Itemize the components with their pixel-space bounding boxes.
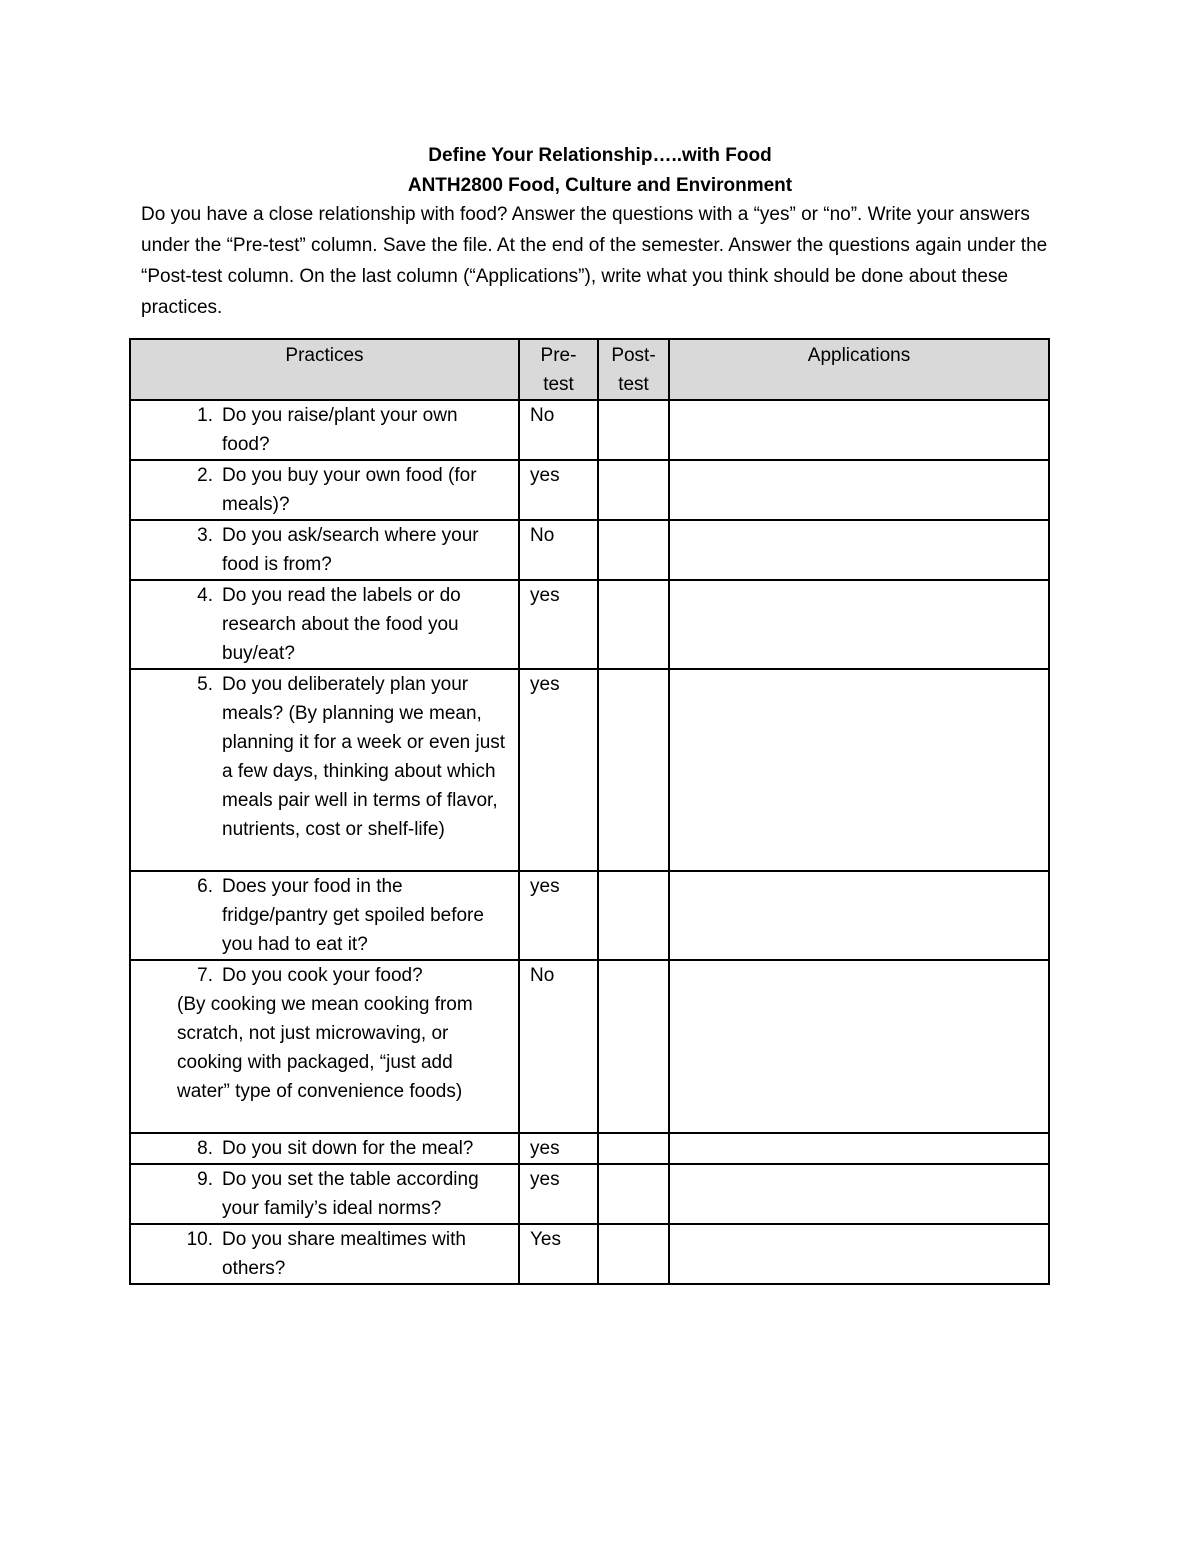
practice-cell — [130, 520, 519, 580]
practice-cell — [130, 580, 519, 669]
table-row — [130, 460, 1049, 520]
applications-cell[interactable] — [669, 1133, 1049, 1164]
header-practices: Practices — [130, 339, 519, 400]
applications-cell[interactable] — [669, 1224, 1049, 1284]
question-text: Do you sit down for the meal? — [222, 1138, 474, 1159]
question-number: 4. — [197, 585, 213, 606]
header-posttest: Post- test — [598, 339, 669, 400]
posttest-answer[interactable] — [598, 1164, 669, 1224]
posttest-answer[interactable] — [598, 580, 669, 669]
question-text: Do you set the table according your family’s ideal norms? — [222, 1169, 479, 1219]
pretest-answer[interactable]: yes — [519, 1164, 598, 1224]
practice-cell — [130, 1164, 519, 1224]
posttest-answer[interactable] — [598, 460, 669, 520]
table-row — [130, 520, 1049, 580]
header-pretest: Pre- test — [519, 339, 598, 400]
table-row — [130, 960, 1049, 1133]
question-text: Do you ask/search where your food is from? — [222, 525, 479, 575]
practices-table — [129, 338, 1050, 1285]
instructions-paragraph: Do you have a close relationship with food? Answer the questions with a “yes” or “no”. Write your answers under the “Pre-test” column. Save the file. At the end of the semester. Answer the questions again under the “Post-test column. On the last column (“Applications”), write what you think should be done about these practices. — [141, 204, 1048, 318]
table-header-row — [130, 339, 1049, 400]
table-row — [130, 580, 1049, 669]
pretest-answer[interactable]: yes — [519, 460, 598, 520]
question-number: 5. — [197, 674, 213, 695]
pretest-answer[interactable]: yes — [519, 871, 598, 960]
pretest-answer[interactable]: yes — [519, 580, 598, 669]
question-text: Does your food in the fridge/pantry get spoiled before you had to eat it? — [222, 876, 484, 955]
posttest-answer[interactable] — [598, 669, 669, 871]
table-row — [130, 871, 1049, 960]
applications-cell[interactable] — [669, 520, 1049, 580]
posttest-answer[interactable] — [598, 960, 669, 1133]
question-number: 7. — [197, 965, 213, 986]
posttest-answer[interactable] — [598, 1133, 669, 1164]
question-text: Do you raise/plant your own food? — [222, 405, 458, 455]
question-note: (By cooking we mean cooking from scratch, not just microwaving, or cooking with packaged, “just add water” type of convenience foods) — [177, 994, 473, 1102]
question-text: Do you buy your own food (for meals)? — [222, 465, 477, 515]
practice-cell — [130, 400, 519, 460]
document-title: Define Your Relationship…..with Food — [428, 145, 772, 166]
question-number: 10. — [186, 1229, 213, 1250]
posttest-answer[interactable] — [598, 400, 669, 460]
practice-cell — [130, 669, 519, 871]
practice-cell — [130, 960, 519, 1133]
table-row — [130, 1224, 1049, 1284]
applications-cell[interactable] — [669, 1164, 1049, 1224]
table-row — [130, 669, 1049, 871]
question-text: Do you share mealtimes with others? — [222, 1229, 466, 1279]
table-row — [130, 1133, 1049, 1164]
header-applications: Applications — [669, 339, 1049, 400]
practice-cell — [130, 1224, 519, 1284]
question-number: 8. — [197, 1138, 213, 1159]
question-number: 2. — [197, 465, 213, 486]
table-row — [130, 400, 1049, 460]
pretest-answer[interactable]: yes — [519, 1133, 598, 1164]
question-number: 1. — [197, 405, 213, 426]
applications-cell[interactable] — [669, 960, 1049, 1133]
posttest-answer[interactable] — [598, 1224, 669, 1284]
applications-cell[interactable] — [669, 400, 1049, 460]
document-subtitle: ANTH2800 Food, Culture and Environment — [407, 175, 793, 196]
question-number: 6. — [197, 876, 213, 897]
pretest-answer[interactable]: Yes — [519, 1224, 598, 1284]
pretest-answer[interactable]: No — [519, 960, 598, 1133]
applications-cell[interactable] — [669, 580, 1049, 669]
question-number: 3. — [197, 525, 213, 546]
applications-cell[interactable] — [669, 871, 1049, 960]
posttest-answer[interactable] — [598, 520, 669, 580]
pretest-answer[interactable]: No — [519, 400, 598, 460]
practice-cell — [130, 871, 519, 960]
applications-cell[interactable] — [669, 460, 1049, 520]
practice-cell — [130, 1133, 519, 1164]
posttest-answer[interactable] — [598, 871, 669, 960]
pretest-answer[interactable]: No — [519, 520, 598, 580]
table-row — [130, 1164, 1049, 1224]
question-text: Do you cook your food? — [222, 965, 423, 986]
pretest-answer[interactable]: yes — [519, 669, 598, 871]
applications-cell[interactable] — [669, 669, 1049, 871]
question-text: Do you read the labels or do research about the food you buy/eat? — [222, 585, 461, 664]
question-number: 9. — [197, 1169, 213, 1190]
practice-cell — [130, 460, 519, 520]
question-text: Do you deliberately plan your meals? (By planning we mean, planning it for a week or even just a few days, thinking about which meals pair well in terms of flavor, nutrients, cost or shelf-life) — [222, 674, 506, 840]
